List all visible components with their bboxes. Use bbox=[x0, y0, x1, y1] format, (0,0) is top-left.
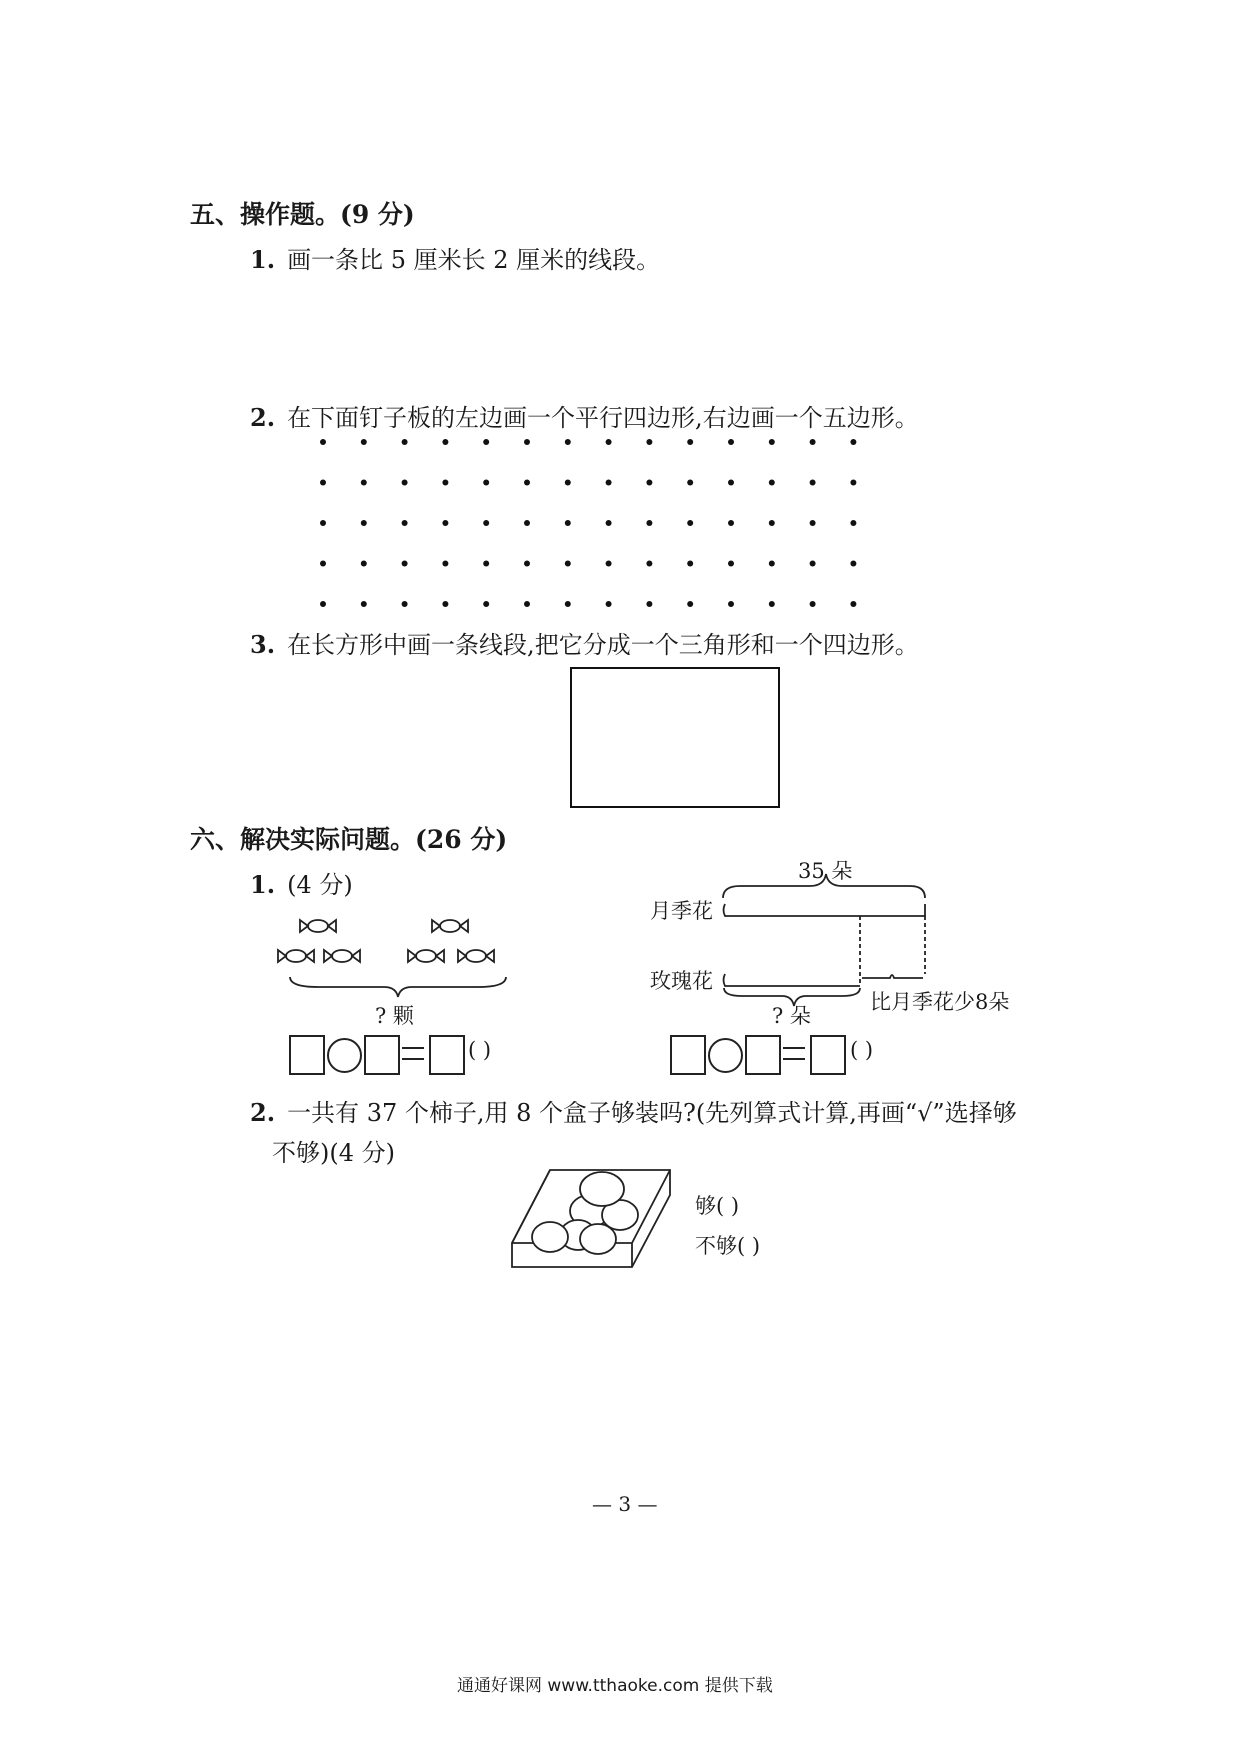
nail-dot[interactable] bbox=[565, 561, 571, 567]
nail-dot[interactable] bbox=[646, 480, 652, 486]
nail-dot[interactable] bbox=[606, 520, 612, 526]
nail-dot[interactable] bbox=[606, 561, 612, 567]
nail-dot[interactable] bbox=[524, 601, 530, 607]
nail-dot[interactable] bbox=[646, 439, 652, 445]
section-6-title: 六、解决实际问题。(26 分) bbox=[190, 825, 508, 854]
operator-circle[interactable] bbox=[327, 1038, 362, 1073]
question-text: 在下面钉子板的左边画一个平行四边形,右边画一个五边形。 bbox=[287, 404, 919, 432]
persimmon-icon bbox=[580, 1172, 624, 1206]
question-points: (4 分) bbox=[287, 871, 353, 899]
option-enough[interactable]: 够( ) bbox=[695, 1194, 740, 1218]
drawing-rectangle[interactable] bbox=[570, 667, 780, 808]
row2-bar bbox=[724, 974, 861, 986]
nail-dot[interactable] bbox=[810, 561, 816, 567]
footer-credit: 通通好课网 www.tthaoke.com 提供下载 bbox=[457, 1676, 773, 1696]
nail-dot[interactable] bbox=[320, 561, 326, 567]
nail-dot[interactable] bbox=[402, 601, 408, 607]
nail-dot[interactable] bbox=[687, 439, 693, 445]
nail-dot[interactable] bbox=[483, 561, 489, 567]
nail-dot[interactable] bbox=[442, 439, 448, 445]
nail-dot[interactable] bbox=[728, 601, 734, 607]
nail-dot[interactable] bbox=[606, 480, 612, 486]
nail-dot[interactable] bbox=[728, 561, 734, 567]
nail-dot[interactable] bbox=[320, 439, 326, 445]
question-number: 1. bbox=[250, 245, 276, 274]
nail-dot[interactable] bbox=[402, 561, 408, 567]
nail-dot[interactable] bbox=[687, 520, 693, 526]
nail-dot[interactable] bbox=[524, 520, 530, 526]
page-number: — 3 — bbox=[592, 1492, 658, 1516]
nail-dot[interactable] bbox=[769, 561, 775, 567]
unit-paren[interactable]: ( ) bbox=[468, 1038, 492, 1062]
row2-label: 玫瑰花 bbox=[650, 969, 713, 993]
candy-icon bbox=[278, 950, 314, 962]
nail-dot[interactable] bbox=[687, 601, 693, 607]
section-5-title: 五、操作题。(9 分) bbox=[190, 200, 415, 229]
candy-icon bbox=[324, 950, 360, 962]
nail-dot[interactable] bbox=[728, 520, 734, 526]
nail-dot[interactable] bbox=[606, 601, 612, 607]
question-6-2 bbox=[250, 1093, 1017, 1128]
question-number: 2. bbox=[250, 403, 276, 432]
nail-dot[interactable] bbox=[524, 439, 530, 445]
question-number: 1. bbox=[250, 870, 276, 899]
nail-dot[interactable] bbox=[442, 480, 448, 486]
nail-dot[interactable] bbox=[483, 601, 489, 607]
nail-dot[interactable] bbox=[646, 561, 652, 567]
nail-dot[interactable] bbox=[769, 480, 775, 486]
persimmon-icon bbox=[532, 1222, 568, 1252]
nail-dot[interactable] bbox=[850, 439, 856, 445]
nail-dot[interactable] bbox=[442, 601, 448, 607]
nail-dot[interactable] bbox=[850, 480, 856, 486]
bar-model-diagram bbox=[720, 880, 1020, 1000]
candy-icon bbox=[408, 950, 444, 962]
nail-dot[interactable] bbox=[361, 439, 367, 445]
candy-total-label: ? 颗 bbox=[375, 1004, 414, 1028]
nail-dot[interactable] bbox=[769, 439, 775, 445]
persimmon-box-illustration bbox=[510, 1165, 690, 1285]
nail-dot[interactable] bbox=[320, 520, 326, 526]
answer-box[interactable] bbox=[810, 1035, 846, 1075]
nail-dot[interactable] bbox=[565, 439, 571, 445]
question-text: 在长方形中画一条线段,把它分成一个三角形和一个四边形。 bbox=[287, 631, 919, 659]
nail-dot[interactable] bbox=[320, 601, 326, 607]
question-5-1 bbox=[250, 240, 660, 275]
nail-dot[interactable] bbox=[687, 480, 693, 486]
nail-dot[interactable] bbox=[606, 439, 612, 445]
equals-sign bbox=[783, 1047, 805, 1060]
nail-dot[interactable] bbox=[565, 480, 571, 486]
nail-dot[interactable] bbox=[687, 561, 693, 567]
question-label: ? 朵 bbox=[772, 1004, 811, 1028]
nail-dot[interactable] bbox=[850, 601, 856, 607]
operator-circle[interactable] bbox=[708, 1038, 743, 1073]
row1-bar bbox=[724, 904, 926, 916]
question-5-2 bbox=[250, 398, 919, 433]
answer-box[interactable] bbox=[429, 1035, 465, 1075]
nail-dot[interactable] bbox=[728, 480, 734, 486]
nail-dot[interactable] bbox=[361, 561, 367, 567]
answer-box[interactable] bbox=[670, 1035, 706, 1075]
question-text: 画一条比 5 厘米长 2 厘米的线段。 bbox=[287, 246, 661, 274]
nail-dot[interactable] bbox=[810, 520, 816, 526]
nail-dot[interactable] bbox=[402, 480, 408, 486]
candy-icon bbox=[458, 950, 494, 962]
total-label: 35 朵 bbox=[798, 859, 853, 883]
unit-paren[interactable]: ( ) bbox=[850, 1038, 874, 1062]
nail-dot[interactable] bbox=[402, 439, 408, 445]
nail-dot[interactable] bbox=[646, 601, 652, 607]
nail-dot[interactable] bbox=[850, 520, 856, 526]
difference-label: 比月季花少8朵 bbox=[870, 990, 1010, 1014]
nail-dot[interactable] bbox=[361, 520, 367, 526]
nail-dot[interactable] bbox=[728, 439, 734, 445]
nail-dot[interactable] bbox=[320, 480, 326, 486]
nail-dot[interactable] bbox=[483, 520, 489, 526]
nail-dot[interactable] bbox=[646, 520, 652, 526]
persimmon-icon bbox=[580, 1224, 616, 1254]
row1-label: 月季花 bbox=[650, 899, 713, 923]
nail-dot[interactable] bbox=[769, 520, 775, 526]
nail-dot[interactable] bbox=[442, 561, 448, 567]
option-not-enough[interactable]: 不够( ) bbox=[695, 1234, 761, 1258]
answer-box[interactable] bbox=[289, 1035, 325, 1075]
question-5-3 bbox=[250, 625, 919, 660]
nail-dot[interactable] bbox=[402, 520, 408, 526]
question-text: 一共有 37 个柿子,用 8 个盒子够装吗?(先列算式计算,再画“√”选择够 bbox=[287, 1099, 1017, 1127]
nail-dot[interactable] bbox=[850, 561, 856, 567]
answer-box[interactable] bbox=[745, 1035, 781, 1075]
nail-dot[interactable] bbox=[769, 601, 775, 607]
nail-dot[interactable] bbox=[483, 439, 489, 445]
nail-dot[interactable] bbox=[565, 520, 571, 526]
nail-dot[interactable] bbox=[565, 601, 571, 607]
nail-dot[interactable] bbox=[524, 480, 530, 486]
diff-brace bbox=[862, 975, 923, 978]
nail-dot[interactable] bbox=[810, 439, 816, 445]
question-6-1 bbox=[250, 865, 353, 900]
equals-sign bbox=[402, 1047, 424, 1060]
answer-box[interactable] bbox=[364, 1035, 400, 1075]
question-number: 3. bbox=[250, 630, 276, 659]
question-number: 2. bbox=[250, 1098, 276, 1127]
nail-dot[interactable] bbox=[810, 601, 816, 607]
nail-dot[interactable] bbox=[361, 480, 367, 486]
candy-icon bbox=[432, 920, 468, 932]
candy-icon bbox=[300, 920, 336, 932]
nail-dot[interactable] bbox=[442, 520, 448, 526]
nail-dot[interactable] bbox=[361, 601, 367, 607]
question-6-2-line2: 不够)(4 分) bbox=[272, 1139, 395, 1167]
nail-dot[interactable] bbox=[483, 480, 489, 486]
nail-dot[interactable] bbox=[524, 561, 530, 567]
nail-dot[interactable] bbox=[810, 480, 816, 486]
